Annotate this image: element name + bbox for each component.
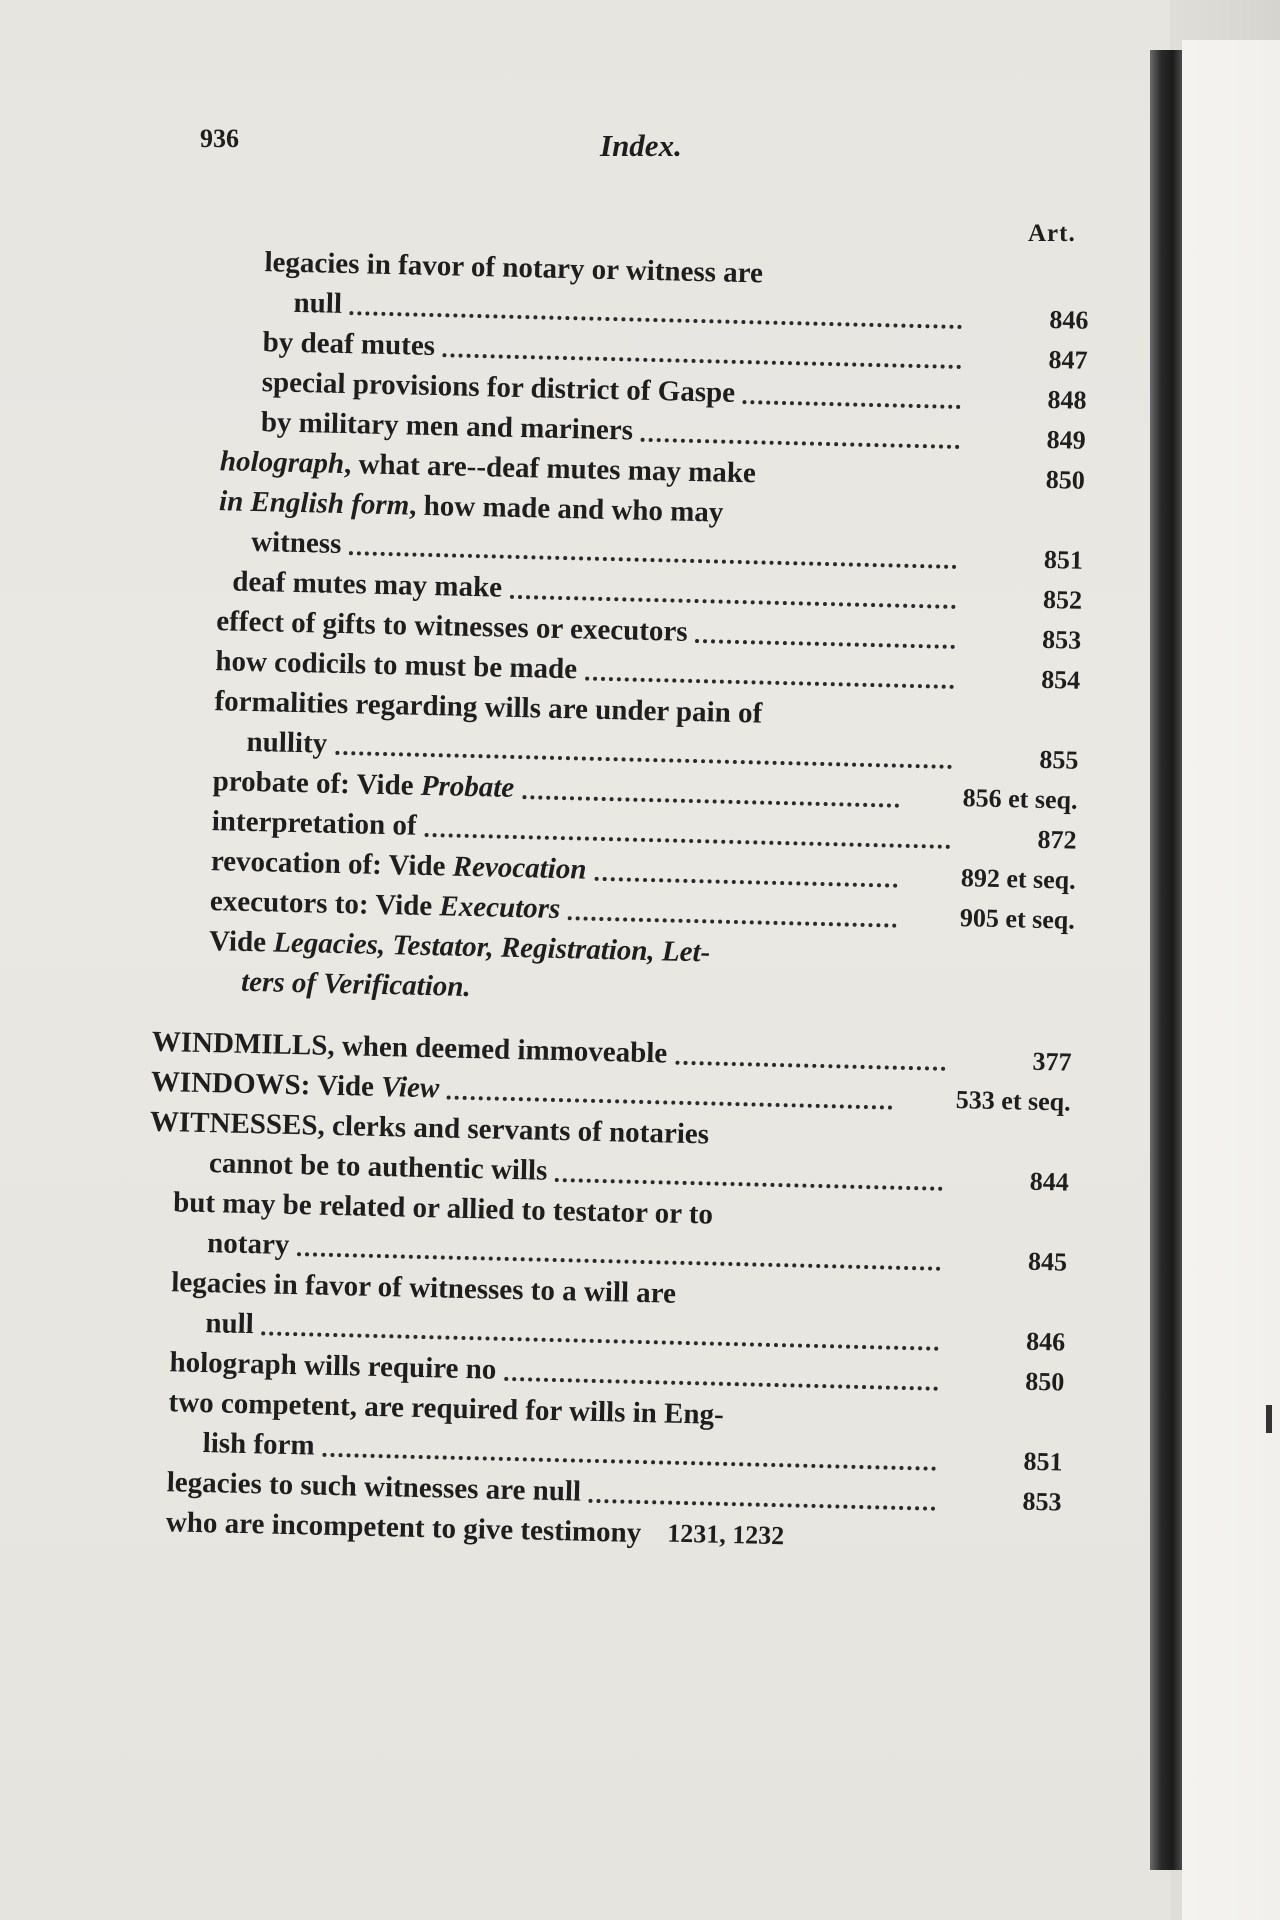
- dot-leader: [764, 477, 959, 489]
- dot-leader: [585, 673, 954, 689]
- running-head: Index.: [600, 128, 682, 163]
- entry-italic: Revocation: [452, 850, 587, 886]
- entry-italic: Legacies, Testator, Registration, Let-: [272, 926, 711, 969]
- article-ref: 377: [1032, 1046, 1072, 1077]
- dot-leader: [568, 912, 897, 927]
- dot-leader: [649, 1536, 659, 1544]
- facing-page-edge: [1182, 40, 1280, 1920]
- article-column-head: Art.: [1028, 220, 1076, 247]
- entry-rest: , what are--deaf mutes may make: [343, 448, 757, 490]
- entry-text: [150, 1062, 439, 1109]
- article-ref: 855: [1039, 744, 1079, 775]
- entry-rest: probate of: Vide: [212, 765, 414, 802]
- dot-leader: [443, 349, 962, 369]
- dot-leader: [522, 791, 900, 808]
- index-entry-line: legacies in favor of notary or witness are: [264, 246, 764, 290]
- dot-leader: [504, 1373, 938, 1391]
- entry-text: by deaf mutes: [262, 326, 436, 363]
- article-ref: 850: [1045, 464, 1086, 495]
- article-ref: 846: [1025, 1326, 1066, 1357]
- entry-text: null: [205, 1307, 255, 1341]
- article-ref: 845: [1027, 1246, 1068, 1277]
- entry-rest: : Vide: [300, 1069, 375, 1103]
- entry-italic: Executors: [439, 890, 561, 926]
- article-ref: 905 et seq.: [959, 903, 1076, 935]
- article-ref: 856 et seq.: [962, 783, 1078, 815]
- index-entry-line: two competent, are required for wills in Eng-: [168, 1386, 725, 1431]
- dot-leader: [555, 1174, 943, 1191]
- entry-head: WINDOWS: [150, 1065, 302, 1102]
- index-entry-line: formalities regarding wills are under pain of: [214, 685, 763, 730]
- entry-rest: , how made and who may: [408, 489, 724, 529]
- entry-text: notary: [206, 1227, 290, 1261]
- dot-leader: [589, 1495, 936, 1511]
- entry-head: WINDMILLS: [151, 1025, 328, 1062]
- entry-text: witness: [250, 525, 342, 560]
- entry-rest: , when deemed immoveable: [327, 1029, 668, 1070]
- page-header: [200, 120, 1100, 170]
- article-ref: 1231, 1232: [666, 1518, 785, 1551]
- dot-leader: [675, 1057, 946, 1071]
- entry-text: lish form: [202, 1427, 316, 1462]
- index-entries: [140, 240, 1089, 1563]
- entry-head: WITNESSES: [149, 1105, 318, 1142]
- article-ref: 851: [1043, 544, 1084, 575]
- entry-italic: Probate: [420, 769, 515, 804]
- article-ref: 533 et seq.: [955, 1085, 1072, 1117]
- article-ref: 852: [1042, 584, 1083, 615]
- entry-text: how codicils to must be made: [215, 645, 578, 686]
- entry-text: who are incompetent to give testimony: [165, 1506, 642, 1550]
- dot-leader: [447, 1092, 893, 1110]
- article-ref: 846: [1049, 304, 1089, 335]
- article-ref: 847: [1048, 344, 1088, 375]
- entry-italic: ters of Verification.: [240, 965, 472, 1004]
- article-ref: 850: [1025, 1366, 1065, 1397]
- dot-leader: [594, 873, 897, 888]
- article-ref: 892 et seq.: [960, 863, 1077, 895]
- facing-page-mark: [1266, 1405, 1272, 1433]
- article-ref: 844: [1029, 1166, 1070, 1197]
- entry-text: [212, 761, 514, 808]
- dot-leader: [695, 635, 955, 649]
- article-ref: 848: [1047, 384, 1087, 415]
- entry-rest: , clerks and servants of notaries: [317, 1109, 710, 1151]
- index-entry-line: but may be related or allied to testator or to: [172, 1186, 714, 1231]
- entry-text: cannot be to authentic wills: [208, 1147, 548, 1187]
- entry-rest: executors to: Vide: [209, 885, 433, 923]
- page-number: 936: [200, 124, 239, 153]
- book-spine: [1150, 50, 1182, 1870]
- entry-italic: View: [380, 1071, 440, 1105]
- entry-text: by military men and mariners: [260, 406, 634, 447]
- entry-text: special provisions for district of Gaspe: [261, 366, 736, 409]
- article-ref: 872: [1037, 824, 1077, 855]
- entry-text: deaf mutes may make: [231, 565, 503, 604]
- article-ref: 853: [1041, 624, 1082, 655]
- article-ref: 851: [1023, 1446, 1063, 1477]
- entry-italic: in English form: [218, 485, 410, 522]
- dot-leader: [510, 591, 956, 609]
- entry-text: interpretation of: [211, 805, 417, 842]
- entry-italic: holograph: [219, 445, 345, 481]
- entry-text: nullity: [246, 725, 328, 760]
- article-ref: 853: [1022, 1486, 1062, 1517]
- index-entry-line: legacies in favor of witnesses to a will are: [170, 1266, 677, 1310]
- entry-text: effect of gifts to witnesses or executors: [216, 605, 688, 648]
- entry-text: holograph wills require no: [169, 1346, 497, 1386]
- entry-text: legacies to such witnesses are null: [166, 1466, 582, 1508]
- dot-leader: [641, 434, 960, 449]
- entry-rest: revocation of: Vide: [210, 845, 446, 883]
- dot-leader: [424, 829, 950, 849]
- article-ref: 854: [1040, 664, 1081, 695]
- entry-rest: Vide: [208, 925, 267, 959]
- article-ref: 849: [1046, 424, 1087, 455]
- entry-text: null: [293, 286, 343, 320]
- dot-leader: [743, 396, 961, 409]
